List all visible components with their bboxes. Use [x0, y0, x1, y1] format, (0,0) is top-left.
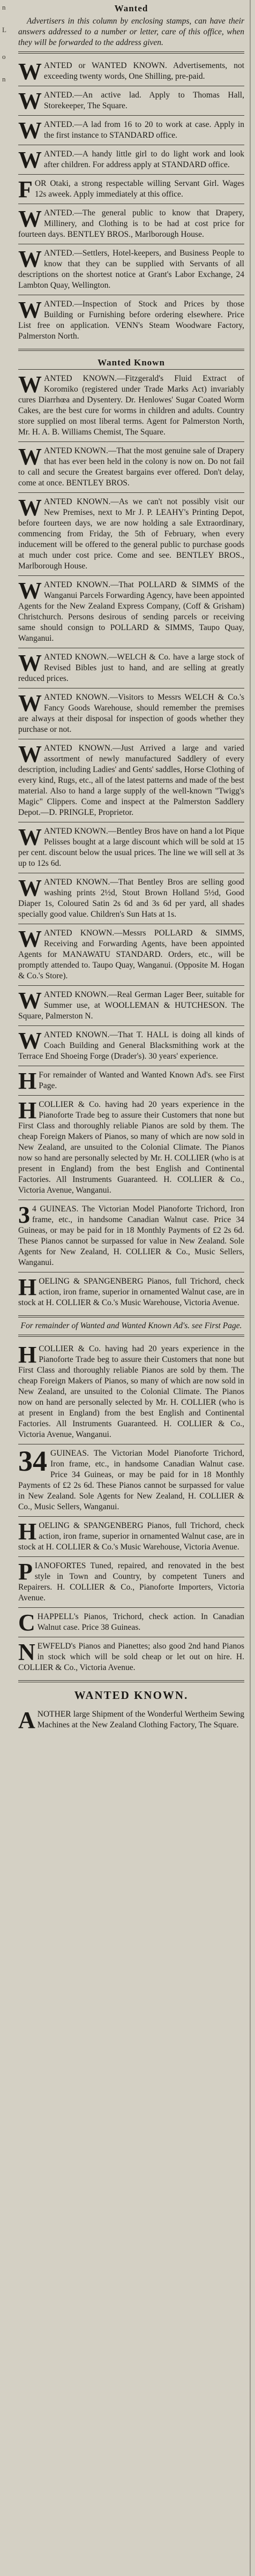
classified-ad: [18, 1705, 244, 1734]
classified-ad: [18, 57, 244, 86]
classified-ad: [18, 1557, 244, 1607]
ad-body: ANTED KNOWN.—That Bentley Bros are selling good washing prints 2½d, Stout Brown Holland 5½d, Good Diaper 1s, Coloured Satin 2s 6d and 3s 6d per yard, all shades specially good value. Children's Sun Hats at 1s.: [18, 878, 244, 919]
classified-ad: [18, 1272, 244, 1312]
drop-cap: 34: [18, 1445, 47, 1477]
classified-ad: [18, 442, 244, 492]
drop-cap: H: [18, 1342, 37, 1368]
ad-body: ANTED KNOWN.—Just Arrived a large and varied assortment of newly manufactured Saddlery of every description, including Ladies' and Gents' saddles, Horse Clothing of every kind, Rugs, etc., all of the latest patterns and made of the best material. Also to hand a large supply of the well-known "Twigg's Magic" Clippers. Come and inspect at the Palmerston Saddlery Depot.—D. PRINGLE, Proprietor.: [18, 744, 244, 817]
ad-body: EWFELD's Pianos and Pianettes; also good 2nd hand Pianos in stock which will be sold cheap or let out on hire. H. COLLIER & Co., Victoria Avenue.: [18, 1642, 244, 1672]
double-rule: [18, 1315, 244, 1317]
drop-cap: W: [18, 690, 42, 716]
ad-body: ANTED KNOWN.—That POLLARD & SIMMS of the Wanganui Parcels Forwarding Agency, have been appointed Agents for the New Zealand Express Company, (Coff & Grisham) Christchurch. Persons desirous of sending parcels or receiving same should consign to POLLARD & SIMMS, Taupo Quay, Wanganui.: [18, 580, 244, 643]
page-margin: [0, 0, 16, 2576]
classified-ad: [18, 1444, 244, 1516]
ad-body: 4 GUINEAS. The Victorian Model Pianoforte Trichord, Iron frame, etc., in handsome Canadian Walnut case. Price 34 Guineas, or may be paid for in 18 Monthly Payments of £2 2s 6d. These Pianos cannot be surpassed for value in New Zealand. Sole Agents for New Zealand, H. COLLIER & Co., Music Sellers, Wanganui.: [18, 1204, 244, 1267]
drop-cap: W: [18, 741, 42, 767]
ad-body: ANTED KNOWN.—Real German Lager Beer, suitable for Summer use, at WOOLLEMAN & HUTCHESON. The Square, Palmerston N.: [18, 990, 244, 1021]
ad-body: ANTED.—The general public to know that Drapery, Millinery, and Clothing is to be had at cost price for fourteen days. BENTLEY BROS., Marlborough House.: [18, 208, 244, 239]
ad-body: ANTED KNOWN.—As we can't not possibly visit our New Premises, next to Mr J. P. LEAHY's Printing Depot, before fourteen days, we are now holding a sale Extraordinary, commencing from Friday, the 5th of February, when every inducement will be offered to the general public to purchase goods at much under cost price. Come and see. BENTLEY BROS., Marlborough House.: [18, 497, 244, 571]
drop-cap: W: [18, 371, 42, 398]
drop-cap: W: [18, 1028, 42, 1054]
ad-body: ANTED KNOWN.—That the most genuine sale of Drapery that has ever been held in the colony is now on. Do not fail to call and secure the Greatest bargains ever offered. Don't delay, come at once. BENTLEY BROS.: [18, 446, 244, 488]
drop-cap: W: [18, 987, 42, 1014]
double-rule: [18, 1335, 244, 1337]
ad-body: IANOFORTES Tuned, repaired, and renovated in the best style in Town and Country, by competent Tuners and Repairers. H. COLLIER & Co., Pianoforte Importers, Victoria Avenue.: [18, 1561, 244, 1602]
classified-ad: [18, 370, 244, 441]
ad-body: HAPPELL's Pianos, Trichord, check action. In Canadian Walnut case. Price 38 Guineas.: [37, 1612, 244, 1632]
drop-cap: W: [18, 495, 42, 521]
ad-body: ANTED or WANTED KNOWN. Advertisements, not exceeding twenty words, One Shilling, pre-paid.: [44, 61, 244, 81]
drop-cap: P: [18, 1559, 33, 1585]
margin-mark: n: [2, 75, 6, 83]
drop-cap: H: [18, 1518, 37, 1545]
double-rule: [18, 51, 244, 54]
margin-mark: n: [2, 3, 6, 11]
ad-body: NOTHER large Shipment of the Wonderful Wertheim Sewing Machines at the New Zealand Clothing Factory, The Square.: [37, 1710, 244, 1729]
drop-cap: W: [18, 117, 42, 144]
drop-cap: A: [18, 1707, 35, 1733]
drop-cap: N: [18, 1639, 35, 1665]
classified-ad: [18, 648, 244, 688]
drop-cap: W: [18, 246, 42, 272]
classified-ad: [18, 493, 244, 575]
remainder-notice: For remainder of Wanted and Wanted Known Ad's. see First Page.: [20, 1321, 242, 1330]
classified-ad: [18, 244, 244, 295]
classifieds-column: [18, 0, 244, 1734]
classified-ad: [18, 986, 244, 1025]
column-rule: [250, 0, 251, 2576]
ad-body: ANTED KNOWN.—Messrs POLLARD & SIMMS, Receiving and Forwarding Agents, have been appointed Agents for MANAWATU STANDARD. Orders, etc., will be promptly attended to. Taupo Quay, Wanganui. (Opposite M. Hogan & Co.'s Store).: [18, 928, 244, 980]
ad-body: ANTED KNOWN.—WELCH & Co. have a large stock of Revised Bibles just to hand, and are selling at greatly reduced prices.: [18, 653, 244, 683]
drop-cap: 3: [18, 1202, 30, 1228]
drop-cap: W: [18, 444, 42, 470]
classified-ad: [18, 116, 244, 145]
drop-cap: C: [18, 1609, 35, 1636]
drop-cap: W: [18, 297, 42, 323]
classified-ad: [18, 873, 244, 924]
drop-cap: F: [18, 176, 33, 203]
ad-body: ANTED.—A handy little girl to do light work and look after children. For address apply at STANDARD office.: [44, 149, 244, 169]
ad-body: ANTED.—Inspection of Stock and Prices by those Building or Furnishing before ordering elsewhere. Price List free on application. VENN's Steam Woodware Factory, Palmerston North.: [18, 299, 244, 341]
drop-cap: H: [18, 1097, 37, 1124]
classified-ad: [18, 1637, 244, 1677]
drop-cap: W: [18, 875, 42, 901]
ad-body: ANTED.—Settlers, Hotel-keepers, and Business People to know that they can be supplied with Servants of all descriptions on the shortest notice at Grant's Labor Exchange, 24 Lambton Quay, Wellington.: [18, 249, 244, 290]
classified-ad: [18, 1066, 244, 1095]
drop-cap: H: [18, 1068, 37, 1094]
ad-body: ANTED KNOWN.—Fitzgerald's Fluid Extract of Koromiko (registered under Trade Marks Act) invariably cures Diarrhœa and Dysentery. Dr. Henlowes' Sugar Coated Worm Cakes, are the best cure for worms in children and adults. Country store supplied on most liberal terms. Agent for Palmerston North, Mr. H. A. B. Williams Chemist, The Square.: [18, 374, 244, 437]
double-rule: [18, 1680, 244, 1682]
classified-ad: [18, 86, 244, 115]
classified-ad: [18, 145, 244, 174]
drop-cap: W: [18, 88, 42, 114]
ad-body: ANTED KNOWN.—That T. HALL is doing all kinds of Coach Building and General Blacksmithing work at the Terrace End Shoeing Forge (Drader's). 30 years' experience.: [18, 1030, 244, 1061]
double-rule: [18, 349, 244, 351]
ad-body: OR Otaki, a strong respectable willing Servant Girl. Wages 12s aweek. Apply immediately at this office.: [34, 179, 244, 199]
ad-body: ANTED KNOWN.—Bentley Bros have on hand a lot Pique Pelisses bought at a large discount which will be sold at 15 per cent. discount below the usual prices. The line we will sell at 3s up to 12s 6d.: [18, 827, 244, 868]
classified-ad: [18, 1340, 244, 1444]
drop-cap: W: [18, 824, 42, 850]
drop-cap: W: [18, 206, 42, 232]
ad-body: OELING & SPANGENBERG Pianos, full Trichord, check action, iron frame, superior in ornamented Walnut case, are in stock at H. COLLIER & Co.'s Music Warehouse, Victoria Avenue.: [18, 1277, 244, 1307]
classified-ad: [18, 1026, 244, 1066]
margin-mark: L: [2, 26, 6, 34]
ad-body: COLLIER & Co. having had 20 years experience in the Pianoforte Trade beg to assure their Customers that none but First Class and thoroughly reliable Pianos are sold by them. The cheap Foreign Makers of Pianos, so many of which are now sold in New Zealand, are unsuited to the Colonial Climate. The Pianos now on hand are personally selected by Mr. H. COLLIER (who is at present in England) from the best English and Continental Factories. All Instruments Guaranteed. H. COLLIER & Co., Victoria Avenue, Wanganui.: [18, 1344, 244, 1439]
ad-body: GUINEAS. The Victorian Model Pianoforte Trichord, Iron frame, etc., in handsome Canadian Walnut case. Price 34 Guineas, or may be paid for in 18 Monthly Payments of £2 2s 6d. These Pianos cannot be surpassed for value in New Zealand. Sole Agents for New Zealand, H. COLLIER & Co., Music Sellers, Wanganui.: [18, 1449, 244, 1511]
ad-body: ANTED KNOWN.—Visitors to Messrs WELCH & Co.'s Fancy Goods Warehouse, should remember the premises are always at their disposal for inspection of goods whether they purchase or not.: [18, 693, 244, 734]
wanted-known-footer-heading: WANTED KNOWN.: [74, 1689, 189, 1702]
classified-ad: [18, 295, 244, 346]
margin-mark: o: [2, 53, 6, 61]
classified-ad: [18, 1200, 244, 1272]
drop-cap: W: [18, 650, 42, 676]
ad-body: ANTED.—A lad from 16 to 20 to work at case. Apply in the first instance to STANDARD office.: [44, 120, 244, 140]
section-heading-wanted: Wanted: [114, 3, 148, 13]
drop-cap: W: [18, 926, 42, 952]
drop-cap: W: [18, 147, 42, 173]
ad-body: For remainder of Wanted and Wanted Known Ad's. see First Page.: [39, 1070, 244, 1090]
classified-ad: [18, 739, 244, 822]
ad-body: ANTED.—An active lad. Apply to Thomas Hall, Storekeeper, The Square.: [44, 91, 244, 110]
drop-cap: W: [18, 578, 42, 604]
classified-ad: [18, 1517, 244, 1556]
classified-ad: [18, 175, 244, 204]
ad-body: OELING & SPANGENBERG Pianos, full Trichord, check action, iron frame, superior in ornamented Walnut case, are in stock at H. COLLIER & Co.'s Music Warehouse, Victoria Avenue.: [18, 1521, 244, 1552]
classified-ad: [18, 688, 244, 739]
advertisers-notice: Advertisers in this column by enclosing stamps, can have their answers addressed to a number or letter, care of this office, when they will be forwarded to the address given.: [18, 17, 244, 47]
ad-body: COLLIER & Co. having had 20 years experience in the Pianoforte Trade beg to assure their Customers that none but First Class and thoroughly reliable Pianos are sold by them. The cheap Foreign Makers of Pianos, so many of which are now sold in New Zealand, are unsuited to the Colonial Climate. The Pianos now so hand are personally selected by Mr. H. COLLIER (who is at present in England) from the best English and Continental Factories. All Instruments Guaranteed. H. COLLIER & Co., Victoria Avenue, Wanganui.: [18, 1100, 244, 1195]
classified-ad: [18, 822, 244, 873]
drop-cap: H: [18, 1274, 37, 1300]
classified-ad: [18, 924, 244, 985]
classified-ad: [18, 1608, 244, 1637]
classified-ad: [18, 1096, 244, 1200]
section-heading-wanted-known: Wanted Known: [98, 357, 165, 368]
classified-ad: [18, 576, 244, 648]
drop-cap: W: [18, 58, 42, 85]
classified-ad: [18, 204, 244, 244]
